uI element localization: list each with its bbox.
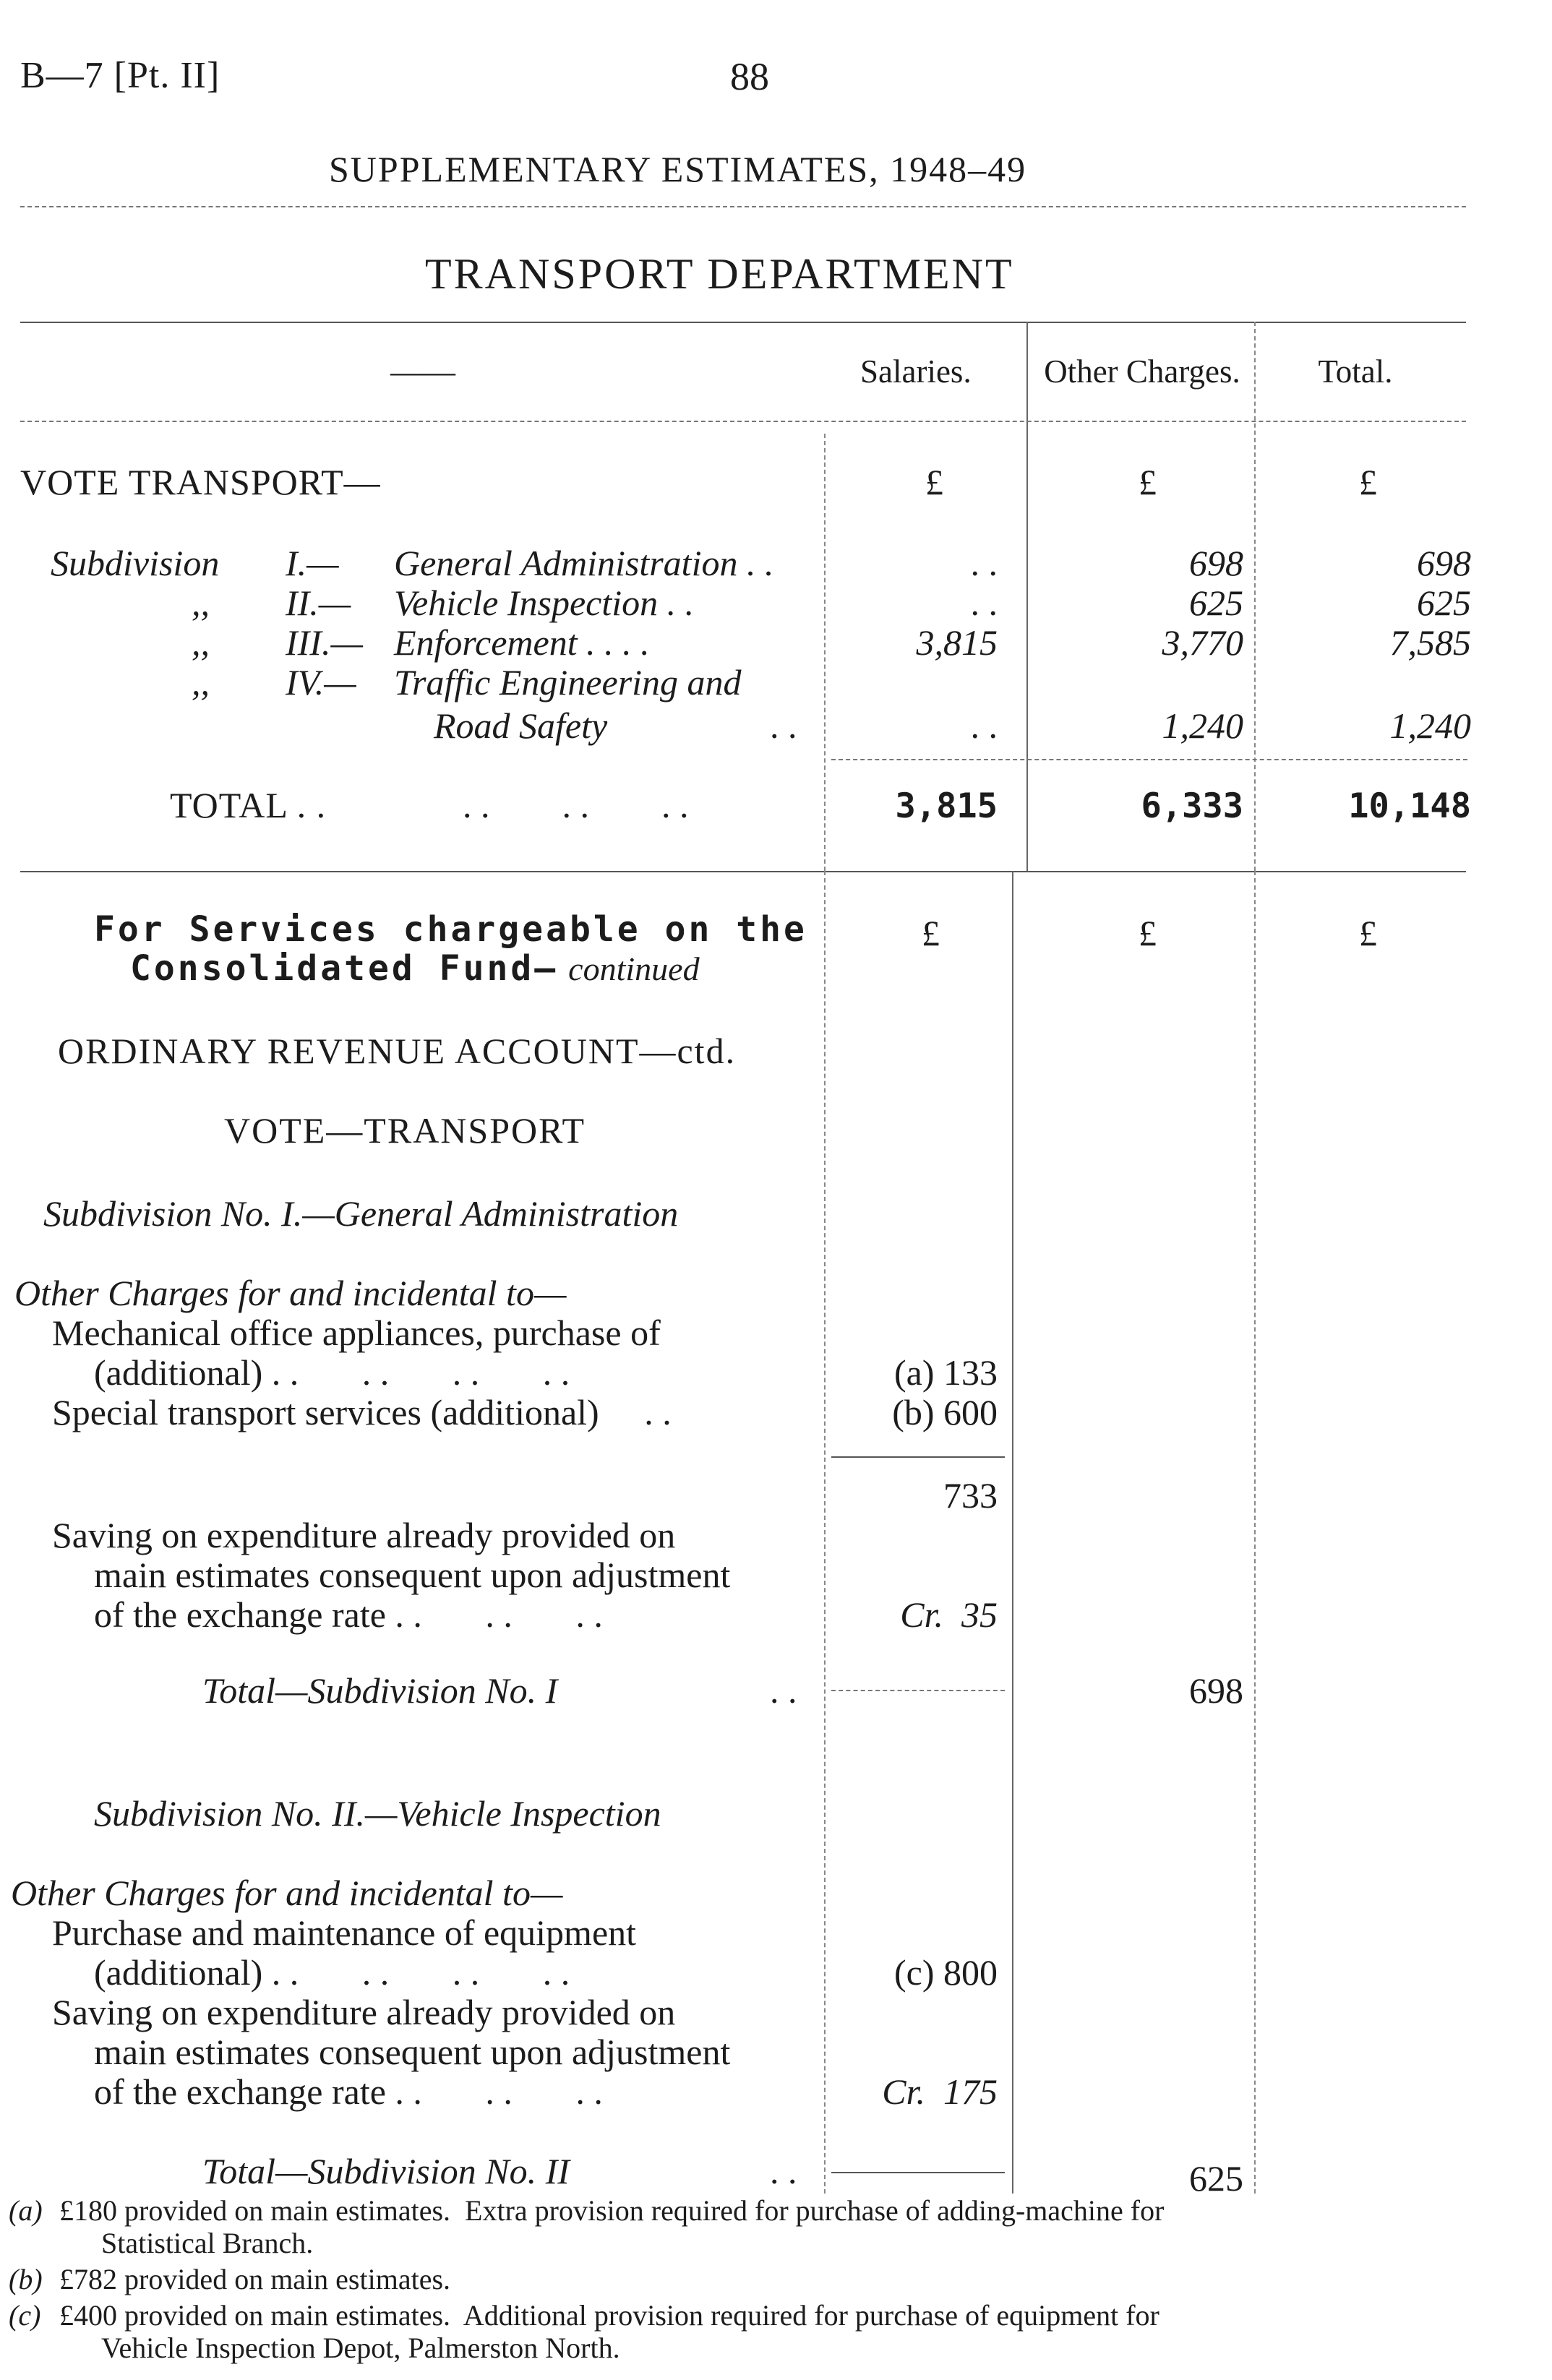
other-charges-heading: Other Charges for and incidental to— <box>14 1273 567 1313</box>
line-item-text: Mechanical office appliances, purchase of <box>52 1313 661 1353</box>
saving-text: Saving on expenditure already provided on <box>52 1992 676 2032</box>
subdivision-total-value: 625 <box>1189 2158 1243 2199</box>
summary-total-salaries: 3,815 <box>895 786 998 826</box>
footnote-text: £400 provided on main estimates. Additional provision required for purchase of equipment for <box>59 2299 1159 2332</box>
column-rule <box>1012 871 1013 2194</box>
divider <box>20 322 1466 323</box>
footnote-text: Vehicle Inspection Depot, Palmerston North. <box>101 2332 620 2364</box>
page-reference: B—7 [Pt. II] <box>20 55 220 96</box>
column-rule <box>1026 322 1028 871</box>
column-header-total: Total. <box>1318 353 1393 390</box>
row-other: 1,240 <box>1162 705 1243 746</box>
footnote-text: £180 provided on main estimates. Extra provision required for purchase of adding-machine for <box>59 2194 1165 2227</box>
row-name: Vehicle Inspection . . <box>394 583 695 623</box>
currency-symbol: £ <box>1139 913 1157 953</box>
subtotal-rule <box>831 1690 1005 1691</box>
saving-text: main estimates consequent upon adjustment <box>94 1555 731 1595</box>
department-title: TRANSPORT DEPARTMENT <box>425 250 1014 298</box>
currency-symbol: £ <box>925 462 943 502</box>
leader-dots: . . . . . . <box>463 785 689 825</box>
row-total: 1,240 <box>1389 705 1471 746</box>
row-number: I.— <box>286 543 339 583</box>
footnote-marker: (a) <box>9 2194 43 2227</box>
leader-dots: . . <box>770 705 797 746</box>
line-item-text: (additional) . . . . . . . . <box>94 1352 570 1393</box>
continued-label: continued <box>568 950 700 987</box>
subdivision-heading: Subdivision No. II.—Vehicle Inspection <box>94 1793 661 1834</box>
row-other: 625 <box>1189 583 1243 623</box>
subdivision-total-label: Total—Subdivision No. II <box>202 2151 570 2191</box>
services-heading-line1: For Services chargeable on the <box>94 909 807 950</box>
divider <box>20 206 1466 207</box>
row-prefix: ,, <box>192 622 210 663</box>
row-name: Enforcement . . . . <box>394 622 650 663</box>
row-salaries: . . <box>970 543 998 583</box>
row-number: III.— <box>286 622 363 663</box>
saving-text: main estimates consequent upon adjustment <box>94 2032 731 2072</box>
saving-value: Cr. 35 <box>900 1594 998 1635</box>
table-header-dash: —— <box>390 353 455 390</box>
subtotal-value: 733 <box>943 1475 998 1516</box>
row-number: II.— <box>286 583 351 623</box>
row-salaries: . . <box>970 583 998 623</box>
row-name: Traffic Engineering and <box>394 662 742 703</box>
account-heading: ORDINARY REVENUE ACCOUNT—ctd. <box>58 1031 737 1071</box>
row-prefix: ,, <box>192 583 210 623</box>
subdivision-total-value: 698 <box>1189 1670 1243 1711</box>
column-rule <box>1254 871 1256 2194</box>
row-total: 7,585 <box>1389 622 1471 663</box>
running-title: SUPPLEMENTARY ESTIMATES, 1948–49 <box>329 149 1027 189</box>
subtotal-rule <box>831 2172 1005 2173</box>
line-item-text: (additional) . . . . . . . . <box>94 1952 570 1993</box>
currency-symbol: £ <box>922 913 940 953</box>
subdivision-heading: Subdivision No. I.—General Administration <box>43 1193 679 1234</box>
row-salaries: 3,815 <box>916 622 998 663</box>
subtotal-rule <box>831 1456 1005 1458</box>
row-prefix: Subdivision <box>51 543 220 583</box>
footnote-text: £782 provided on main estimates. <box>59 2263 451 2295</box>
line-item-value: (c) 800 <box>894 1952 998 1993</box>
column-rule <box>824 434 826 871</box>
currency-symbol: £ <box>1359 462 1377 502</box>
divider <box>20 421 1466 422</box>
row-other: 698 <box>1189 543 1243 583</box>
page-number: 88 <box>730 55 769 98</box>
row-salaries: . . <box>970 705 998 746</box>
row-other: 3,770 <box>1162 622 1243 663</box>
line-item-value: (b) 600 <box>892 1392 998 1432</box>
subdivision-total-label: Total—Subdivision No. I <box>202 1670 558 1711</box>
footnote-marker: (b) <box>9 2263 43 2295</box>
vote-label: VOTE TRANSPORT— <box>20 462 381 502</box>
column-rule <box>824 871 826 2194</box>
row-number: IV.— <box>286 662 356 703</box>
column-header-other-charges: Other Charges. <box>1044 353 1240 390</box>
saving-text: Saving on expenditure already provided on <box>52 1515 676 1555</box>
column-rule <box>1254 322 1256 871</box>
line-item-value: (a) 133 <box>894 1352 998 1393</box>
divider <box>831 759 1467 760</box>
summary-total-label: TOTAL . . <box>170 785 327 825</box>
saving-value: Cr. 175 <box>882 2071 998 2112</box>
line-item-text: Purchase and maintenance of equipment <box>52 1912 637 1953</box>
vote-heading: VOTE—TRANSPORT <box>224 1110 586 1151</box>
summary-total-other: 6,333 <box>1141 786 1243 826</box>
footnote-text: Statistical Branch. <box>101 2227 314 2259</box>
row-total: 625 <box>1417 583 1471 623</box>
row-total: 698 <box>1417 543 1471 583</box>
row-name-continued: Road Safety <box>434 705 608 746</box>
other-charges-heading: Other Charges for and incidental to— <box>11 1873 563 1913</box>
saving-text: of the exchange rate . . . . . . <box>94 2071 603 2112</box>
services-heading-text: Consolidated Fund– <box>130 948 559 989</box>
services-heading-line2 <box>130 948 700 989</box>
row-name: General Administration . . <box>394 543 774 583</box>
divider <box>20 871 1466 872</box>
column-header-salaries: Salaries. <box>860 353 972 390</box>
saving-text: of the exchange rate . . . . . . <box>94 1594 603 1635</box>
row-prefix: ,, <box>192 662 210 703</box>
leader-dots: . . <box>770 1670 797 1711</box>
line-item-text: Special transport services (additional) . . <box>52 1392 672 1432</box>
summary-total-total: 10,148 <box>1348 786 1471 826</box>
leader-dots: . . <box>770 2151 797 2191</box>
currency-symbol: £ <box>1359 913 1377 953</box>
currency-symbol: £ <box>1139 462 1157 502</box>
footnote-marker: (c) <box>9 2299 41 2332</box>
